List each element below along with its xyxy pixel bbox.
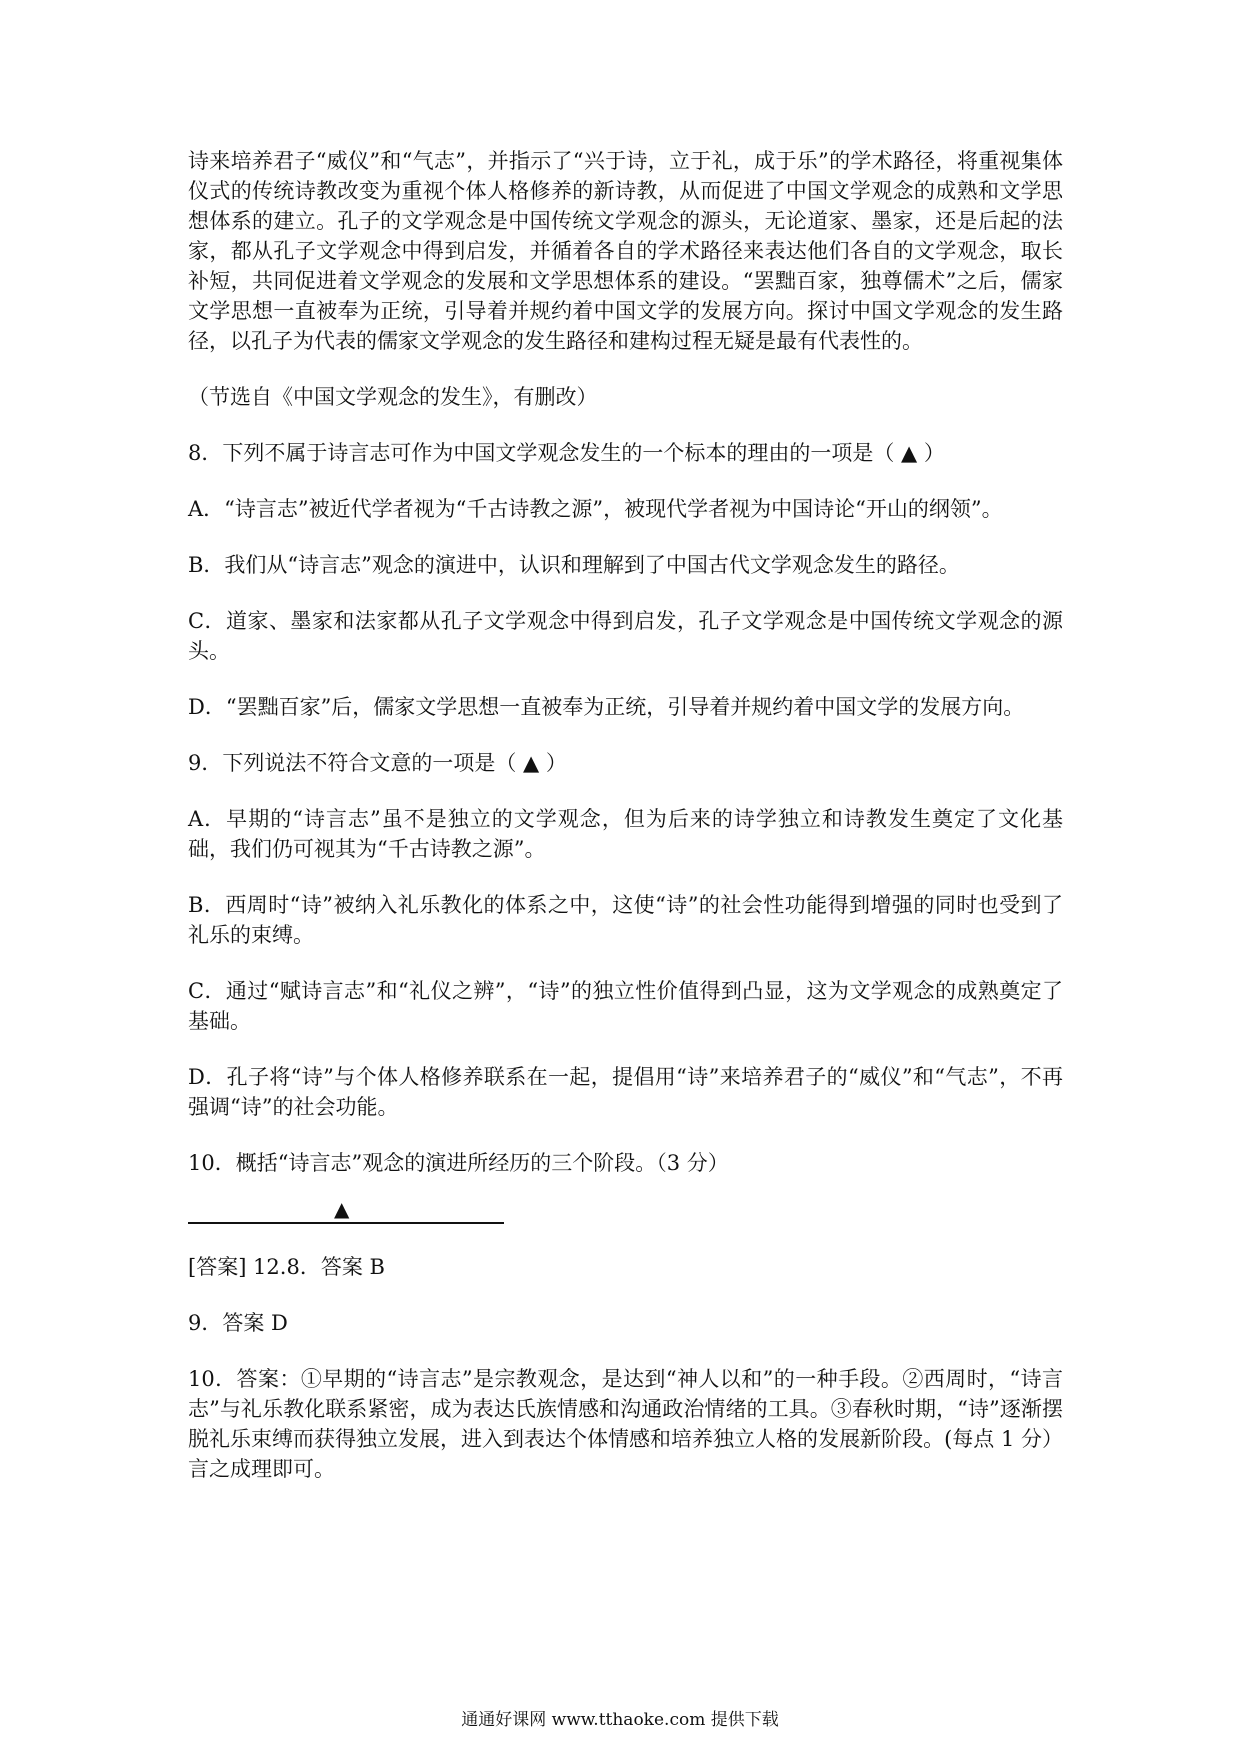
- page-footer: 通通好课网 www.tthaoke.com 提供下载: [461, 1710, 779, 1730]
- answer-10: 10．答案：①早期的“诗言志”是宗教观念，是达到“神人以和”的一种手段。②西周时，“诗言志”与礼乐教化联系紧密，成为表达氏族情感和沟通政治情绪的工具。③春秋时期，“诗”逐渐摆脱礼乐束缚而获得独立发展，进入到表达个体情感和培养独立人格的发展新阶段。(每点 1 分）言之成理即可。: [188, 1367, 1063, 1481]
- question-9-option-b: B．西周时“诗”被纳入礼乐教化的体系之中，这使“诗”的社会性功能得到增强的同时也受到了礼乐的束缚。: [188, 893, 1063, 947]
- question-8-stem: 8．下列不属于诗言志可作为中国文学观念发生的一个标本的理由的一项是（ ▲ ）: [188, 441, 945, 465]
- question-9-option-d: D．孔子将“诗”与个体人格修养联系在一起，提倡用“诗”来培养君子的“威仪”和“气志”，不再强调“诗”的社会功能。: [188, 1065, 1063, 1119]
- question-10-stem: 10．概括“诗言志”观念的演进所经历的三个阶段。（3 分）: [188, 1151, 729, 1175]
- answer-9: 9．答案 D: [188, 1311, 288, 1335]
- question-9-option-a: A．早期的“诗言志”虽不是独立的文学观念，但为后来的诗学独立和诗教发生奠定了文化基础，我们仍可视其为“千古诗教之源”。: [188, 807, 1063, 861]
- answer-8: [答案] 12.8．答案 B: [188, 1255, 385, 1279]
- answer-blank-line: [188, 1192, 504, 1224]
- question-8-option-b: B．我们从“诗言志”观念的演进中，认识和理解到了中国古代文学观念发生的路径。: [188, 553, 960, 577]
- question-8-option-d: D．“罢黜百家”后，儒家文学思想一直被奉为正统，引导着并规约着中国文学的发展方向。: [188, 695, 1025, 719]
- intro-paragraph: 诗来培养君子“威仪”和“气志”，并指示了“兴于诗，立于礼，成于乐”的学术路径，将重视集体仪式的传统诗教改变为重视个体人格修养的新诗教，从而促进了中国文学观念的成熟和文学思想体系的建立。孔子的文学观念是中国传统文学观念的源头，无论道家、墨家，还是后起的法家，都从孔子文学观念中得到启发，并循着各自的学术路径来表达他们各自的文学观念，取长补短，共同促进着文学观念的发展和文学思想体系的建设。“罢黜百家，独尊儒术”之后，儒家文学思想一直被奉为正统，引导着并规约着中国文学的发展方向。探讨中国文学观念的发生路径，以孔子为代表的儒家文学观念的发生路径和建构过程无疑是最有代表性的。: [188, 149, 1063, 353]
- question-8-option-a: A．“诗言志”被近代学者视为“千古诗教之源”，被现代学者视为中国诗论“开山的纲领”。: [188, 497, 1003, 521]
- document-body: [188, 146, 1063, 1510]
- question-9-option-c: C．通过“赋诗言志”和“礼仪之辨”，“诗”的独立性价值得到凸显，这为文学观念的成熟奠定了基础。: [188, 979, 1063, 1033]
- question-8-option-c: C．道家、墨家和法家都从孔子文学观念中得到启发，孔子文学观念是中国传统文学观念的源头。: [188, 609, 1063, 663]
- source-note: （节选自《中国文学观念的发生》，有删改）: [188, 385, 598, 409]
- answer-blank-marker: ▲: [334, 1197, 350, 1221]
- question-9-stem: 9．下列说法不符合文意的一项是（ ▲ ）: [188, 751, 567, 775]
